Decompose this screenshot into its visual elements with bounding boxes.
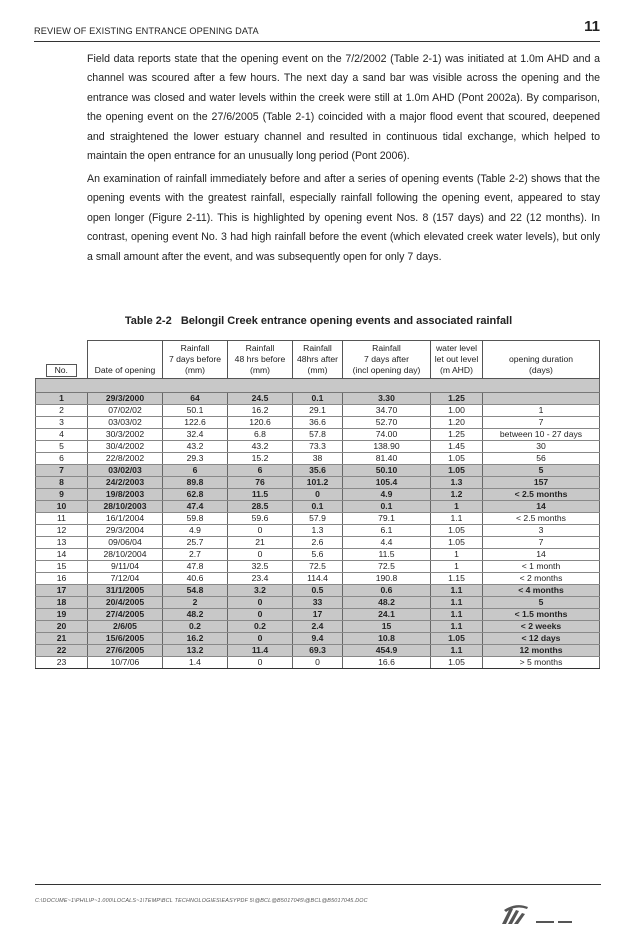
cell-r48b: 0 <box>228 633 293 645</box>
cell-r7a: 3.30 <box>343 393 431 405</box>
cell-dur: 7 <box>483 417 600 429</box>
cell-dur: 3 <box>483 525 600 537</box>
cell-r48a: 35.6 <box>293 465 343 477</box>
cell-r7a: 11.5 <box>343 549 431 561</box>
cell-date: 30/4/2002 <box>88 441 163 453</box>
header-line: 7 days before <box>168 354 222 364</box>
date-header-label: Date of opening <box>94 365 156 375</box>
running-title: REVIEW OF EXISTING ENTRANCE OPENING DATA <box>34 26 259 36</box>
cell-r48a: 0 <box>293 489 343 501</box>
table-row <box>36 633 600 645</box>
cell-dur: 5 <box>483 465 600 477</box>
col-header-rain-48-before <box>228 341 293 379</box>
cell-r48b: 28.5 <box>228 501 293 513</box>
cell-no: 6 <box>36 453 88 465</box>
header-line: Rainfall <box>303 343 332 353</box>
cell-wl: 1.2 <box>431 489 483 501</box>
cell-r7a: 74.00 <box>343 429 431 441</box>
cell-wl: 1 <box>431 501 483 513</box>
table-row <box>36 429 600 441</box>
cell-no: 9 <box>36 489 88 501</box>
cell-r48a: 57.9 <box>293 513 343 525</box>
cell-r7b: 48.2 <box>163 609 228 621</box>
cell-r48b: 0 <box>228 657 293 669</box>
cell-r7b: 62.8 <box>163 489 228 501</box>
cell-r48a: 2.4 <box>293 621 343 633</box>
cell-r48a: 17 <box>293 609 343 621</box>
cell-date: 29/3/2000 <box>88 393 163 405</box>
cell-r7a: 79.1 <box>343 513 431 525</box>
cell-r7a: 4.9 <box>343 489 431 501</box>
cell-r48b: 0 <box>228 609 293 621</box>
col-header-no <box>36 341 88 379</box>
table-row <box>36 501 600 513</box>
cell-no: 5 <box>36 441 88 453</box>
cell-r7a: 454.9 <box>343 645 431 657</box>
cell-r48b: 11.5 <box>228 489 293 501</box>
cell-date: 9/11/04 <box>88 561 163 573</box>
cell-no: 3 <box>36 417 88 429</box>
cell-wl: 1.1 <box>431 597 483 609</box>
cell-date: 31/1/2005 <box>88 585 163 597</box>
cell-dur: 56 <box>483 453 600 465</box>
cell-r48a: 9.4 <box>293 633 343 645</box>
cell-dur: 14 <box>483 549 600 561</box>
cell-dur: < 2 weeks <box>483 621 600 633</box>
cell-r48a: 0.5 <box>293 585 343 597</box>
cell-r48a: 69.3 <box>293 645 343 657</box>
cell-no: 13 <box>36 537 88 549</box>
table-row <box>36 621 600 633</box>
table-row <box>36 657 600 669</box>
cell-r7a: 15 <box>343 621 431 633</box>
cell-r7a: 138.90 <box>343 441 431 453</box>
cell-r7a: 4.4 <box>343 537 431 549</box>
cell-date: 27/4/2005 <box>88 609 163 621</box>
cell-wl: 1.1 <box>431 645 483 657</box>
paragraph-1: Field data reports state that the opening event on the 7/2/2002 (Table 2-1) was initiated at 1.0m AHD and a channel was scoured after a few hours. The next day a sand bar was visible across the opening and the entrance was closed and water levels within the creek were still at 1.0m AHD (Pont 2002a). By comparison, the opening event on the 27/6/2005 (Table 2-1) coincided with a major flood event that scoured, deepened and straightened the lower estuary channel and resulted in continuous tidal exchange, which helped to maintain the open entrance for an unusually long period (Pont 2006). <box>87 53 600 163</box>
table-row <box>36 573 600 585</box>
cell-wl: 1.45 <box>431 441 483 453</box>
cell-wl: 1.05 <box>431 657 483 669</box>
cell-wl: 1.1 <box>431 513 483 525</box>
cell-r7b: 13.2 <box>163 645 228 657</box>
cell-r7b: 122.6 <box>163 417 228 429</box>
cell-r48a: 1.3 <box>293 525 343 537</box>
cell-dur: < 1.5 months <box>483 609 600 621</box>
col-header-rain-7-after <box>343 341 431 379</box>
cell-wl: 1.05 <box>431 537 483 549</box>
header-line: (mm) <box>184 365 206 375</box>
cell-no: 18 <box>36 597 88 609</box>
cell-r48b: 21 <box>228 537 293 549</box>
cell-no: 21 <box>36 633 88 645</box>
cell-dur: > 5 months <box>483 657 600 669</box>
cell-no: 22 <box>36 645 88 657</box>
cell-r7a: 24.1 <box>343 609 431 621</box>
cell-r48b: 6.8 <box>228 429 293 441</box>
cell-wl: 1.20 <box>431 417 483 429</box>
cell-r48a: 72.5 <box>293 561 343 573</box>
table-row <box>36 477 600 489</box>
cell-date: 07/02/02 <box>88 405 163 417</box>
cell-r48a: 73.3 <box>293 441 343 453</box>
cell-r48a: 2.6 <box>293 537 343 549</box>
cell-wl: 1.05 <box>431 633 483 645</box>
paragraph-2: An examination of rainfall immediately before and after a series of opening events (Table 2-2) shows that the opening events with the greatest rainfall, especially rainfall following the opening event, appeared to stay open longer (Figure 2-11). This is highlighted by opening event Nos. 8 (157 days) and 22 (12 months). In contrast, opening event No. 3 had high rainfall before the event (which elevated creek water levels), but only a small amount after the event, and was subsequently open for only 7 days. <box>87 173 600 263</box>
cell-r7b: 6 <box>163 465 228 477</box>
header-line: (mm) <box>307 365 328 375</box>
header-line: Rainfall <box>180 343 210 353</box>
cell-r7b: 47.4 <box>163 501 228 513</box>
header-line: opening duration <box>508 354 574 364</box>
cell-date: 19/8/2003 <box>88 489 163 501</box>
header-line: Rainfall <box>245 343 275 353</box>
cell-no: 2 <box>36 405 88 417</box>
cell-r48b: 6 <box>228 465 293 477</box>
cell-r7a: 50.10 <box>343 465 431 477</box>
cell-r7b: 16.2 <box>163 633 228 645</box>
cell-r48a: 29.1 <box>293 405 343 417</box>
cell-wl: 1.25 <box>431 393 483 405</box>
cell-dur: 5 <box>483 597 600 609</box>
cell-r48a: 57.8 <box>293 429 343 441</box>
table-row <box>36 393 600 405</box>
cell-dur: 1 <box>483 405 600 417</box>
table-row <box>36 549 600 561</box>
cell-dur: < 2 months <box>483 573 600 585</box>
cell-r7a: 48.2 <box>343 597 431 609</box>
cell-r48a: 0.1 <box>293 501 343 513</box>
cell-r7a: 81.40 <box>343 453 431 465</box>
cell-date: 28/10/2004 <box>88 549 163 561</box>
cell-no: 17 <box>36 585 88 597</box>
cell-r7b: 29.3 <box>163 453 228 465</box>
col-header-rain-48-after <box>293 341 343 379</box>
spacer-cell <box>36 379 600 393</box>
cell-wl: 1.1 <box>431 609 483 621</box>
cell-wl: 1.05 <box>431 453 483 465</box>
cell-r48b: 59.6 <box>228 513 293 525</box>
table-spacer-row <box>36 379 600 393</box>
cell-wl: 1.05 <box>431 525 483 537</box>
table-row <box>36 561 600 573</box>
cell-no: 4 <box>36 429 88 441</box>
cell-date: 03/02/03 <box>88 465 163 477</box>
table-row <box>36 453 600 465</box>
cell-r48b: 15.2 <box>228 453 293 465</box>
cell-r7a: 0.1 <box>343 501 431 513</box>
header-line: (incl opening day) <box>352 365 421 375</box>
cell-no: 14 <box>36 549 88 561</box>
cell-no: 7 <box>36 465 88 477</box>
page-number: 11 <box>584 18 600 35</box>
cell-r7b: 89.8 <box>163 477 228 489</box>
table-row <box>36 597 600 609</box>
cell-wl: 1.00 <box>431 405 483 417</box>
cell-date: 28/10/2003 <box>88 501 163 513</box>
cell-r7a: 72.5 <box>343 561 431 573</box>
cell-date: 20/4/2005 <box>88 597 163 609</box>
table-row <box>36 417 600 429</box>
table-row <box>36 465 600 477</box>
header-line: 48hrs after <box>296 354 339 364</box>
header-line: (mm) <box>249 365 271 375</box>
cell-r7a: 34.70 <box>343 405 431 417</box>
cell-r48b: 32.5 <box>228 561 293 573</box>
cell-r7b: 47.8 <box>163 561 228 573</box>
cell-r7b: 43.2 <box>163 441 228 453</box>
cell-date: 15/6/2005 <box>88 633 163 645</box>
cell-wl: 1.25 <box>431 429 483 441</box>
cell-date: 30/3/2002 <box>88 429 163 441</box>
cell-no: 20 <box>36 621 88 633</box>
footer-rule <box>35 884 601 885</box>
cell-r48a: 36.6 <box>293 417 343 429</box>
cell-r7b: 59.8 <box>163 513 228 525</box>
cell-r7b: 25.7 <box>163 537 228 549</box>
col-header-duration <box>483 341 600 379</box>
cell-r48b: 0 <box>228 525 293 537</box>
cell-wl: 1.1 <box>431 585 483 597</box>
table-row <box>36 537 600 549</box>
header-rule <box>34 41 600 42</box>
cell-dur <box>483 393 600 405</box>
table-row <box>36 513 600 525</box>
header-line: (days) <box>529 365 553 375</box>
cell-no: 1 <box>36 393 88 405</box>
cell-r7a: 190.8 <box>343 573 431 585</box>
company-logo <box>500 902 637 925</box>
cell-r48a: 0 <box>293 657 343 669</box>
cell-r7b: 0.2 <box>163 621 228 633</box>
cell-wl: 1.05 <box>431 465 483 477</box>
cell-r7b: 2 <box>163 597 228 609</box>
header-line: let out level <box>434 354 479 364</box>
cell-date: 16/1/2004 <box>88 513 163 525</box>
cell-r7b: 1.4 <box>163 657 228 669</box>
cell-r7a: 10.8 <box>343 633 431 645</box>
cell-wl: 1 <box>431 561 483 573</box>
cell-wl: 1 <box>431 549 483 561</box>
cell-dur: 14 <box>483 501 600 513</box>
cell-r48a: 114.4 <box>293 573 343 585</box>
cell-r48a: 38 <box>293 453 343 465</box>
cell-dur: < 2.5 months <box>483 489 600 501</box>
cell-no: 10 <box>36 501 88 513</box>
cell-date: 27/6/2005 <box>88 645 163 657</box>
cell-date: 7/12/04 <box>88 573 163 585</box>
footer-file-path: C:\DOCUME~1\PHILIP~1.000\LOCALS~1\TEMP\BCL TECHNOLOGIES\EASYPDF 5\@BCL@B5017045\@BCL@B5017045.DOC <box>35 898 368 904</box>
cell-dur: < 2.5 months <box>483 513 600 525</box>
cell-no: 16 <box>36 573 88 585</box>
cell-date: 03/03/02 <box>88 417 163 429</box>
cell-dur: 30 <box>483 441 600 453</box>
cell-r7b: 32.4 <box>163 429 228 441</box>
cell-r48a: 101.2 <box>293 477 343 489</box>
cell-r48b: 120.6 <box>228 417 293 429</box>
cell-date: 24/2/2003 <box>88 477 163 489</box>
cell-date: 10/7/06 <box>88 657 163 669</box>
cell-r48b: 0.2 <box>228 621 293 633</box>
cell-r48b: 0 <box>228 549 293 561</box>
cell-r48b: 11.4 <box>228 645 293 657</box>
table-row <box>36 441 600 453</box>
cell-r48a: 5.6 <box>293 549 343 561</box>
cell-date: 09/06/04 <box>88 537 163 549</box>
cell-r48b: 43.2 <box>228 441 293 453</box>
cell-r7a: 105.4 <box>343 477 431 489</box>
table-row <box>36 609 600 621</box>
header-line: 48 hrs before <box>234 354 286 364</box>
col-header-date <box>88 341 163 379</box>
cell-r48b: 24.5 <box>228 393 293 405</box>
no-header-label: No. <box>46 364 77 377</box>
cell-r48a: 0.1 <box>293 393 343 405</box>
cell-dur: between 10 - 27 days <box>483 429 600 441</box>
cell-r7b: 64 <box>163 393 228 405</box>
cell-dur: 7 <box>483 537 600 549</box>
cell-no: 19 <box>36 609 88 621</box>
table-header-row <box>36 341 600 379</box>
table-row <box>36 585 600 597</box>
cell-r7a: 16.6 <box>343 657 431 669</box>
cell-r48b: 23.4 <box>228 573 293 585</box>
cell-date: 2/6/05 <box>88 621 163 633</box>
cell-dur: 12 months <box>483 645 600 657</box>
cell-r7b: 50.1 <box>163 405 228 417</box>
cell-r7b: 40.6 <box>163 573 228 585</box>
cell-wl: 1.1 <box>431 621 483 633</box>
cell-r7a: 6.1 <box>343 525 431 537</box>
cell-no: 12 <box>36 525 88 537</box>
cell-dur: < 4 months <box>483 585 600 597</box>
cell-no: 8 <box>36 477 88 489</box>
cell-no: 11 <box>36 513 88 525</box>
table-caption: Table 2-2 Belongil Creek entrance opening events and associated rainfall <box>124 315 513 327</box>
page-header <box>34 14 600 42</box>
cell-r48a: 33 <box>293 597 343 609</box>
header-line: water level <box>435 343 478 353</box>
col-header-water-level <box>431 341 483 379</box>
cell-dur: < 1 month <box>483 561 600 573</box>
table-row <box>36 489 600 501</box>
cell-r7b: 54.8 <box>163 585 228 597</box>
cell-no: 23 <box>36 657 88 669</box>
cell-wl: 1.15 <box>431 573 483 585</box>
col-header-rain-7-before <box>163 341 228 379</box>
cell-date: 22/8/2002 <box>88 453 163 465</box>
cell-date: 29/3/2004 <box>88 525 163 537</box>
cell-wl: 1.3 <box>431 477 483 489</box>
table-row <box>36 525 600 537</box>
cell-r48b: 0 <box>228 597 293 609</box>
cell-r48b: 76 <box>228 477 293 489</box>
cell-no: 15 <box>36 561 88 573</box>
header-line: Rainfall <box>372 343 401 353</box>
cell-dur: 157 <box>483 477 600 489</box>
header-line: (m AHD) <box>440 365 473 375</box>
cell-dur: < 12 days <box>483 633 600 645</box>
header-line: 7 days after <box>364 354 409 364</box>
cell-r7a: 52.70 <box>343 417 431 429</box>
table-row <box>36 645 600 657</box>
rainfall-table <box>35 340 600 669</box>
cell-r7a: 0.6 <box>343 585 431 597</box>
cell-r48b: 3.2 <box>228 585 293 597</box>
cell-r7b: 4.9 <box>163 525 228 537</box>
table-row <box>36 405 600 417</box>
cell-r7b: 2.7 <box>163 549 228 561</box>
cell-r48b: 16.2 <box>228 405 293 417</box>
